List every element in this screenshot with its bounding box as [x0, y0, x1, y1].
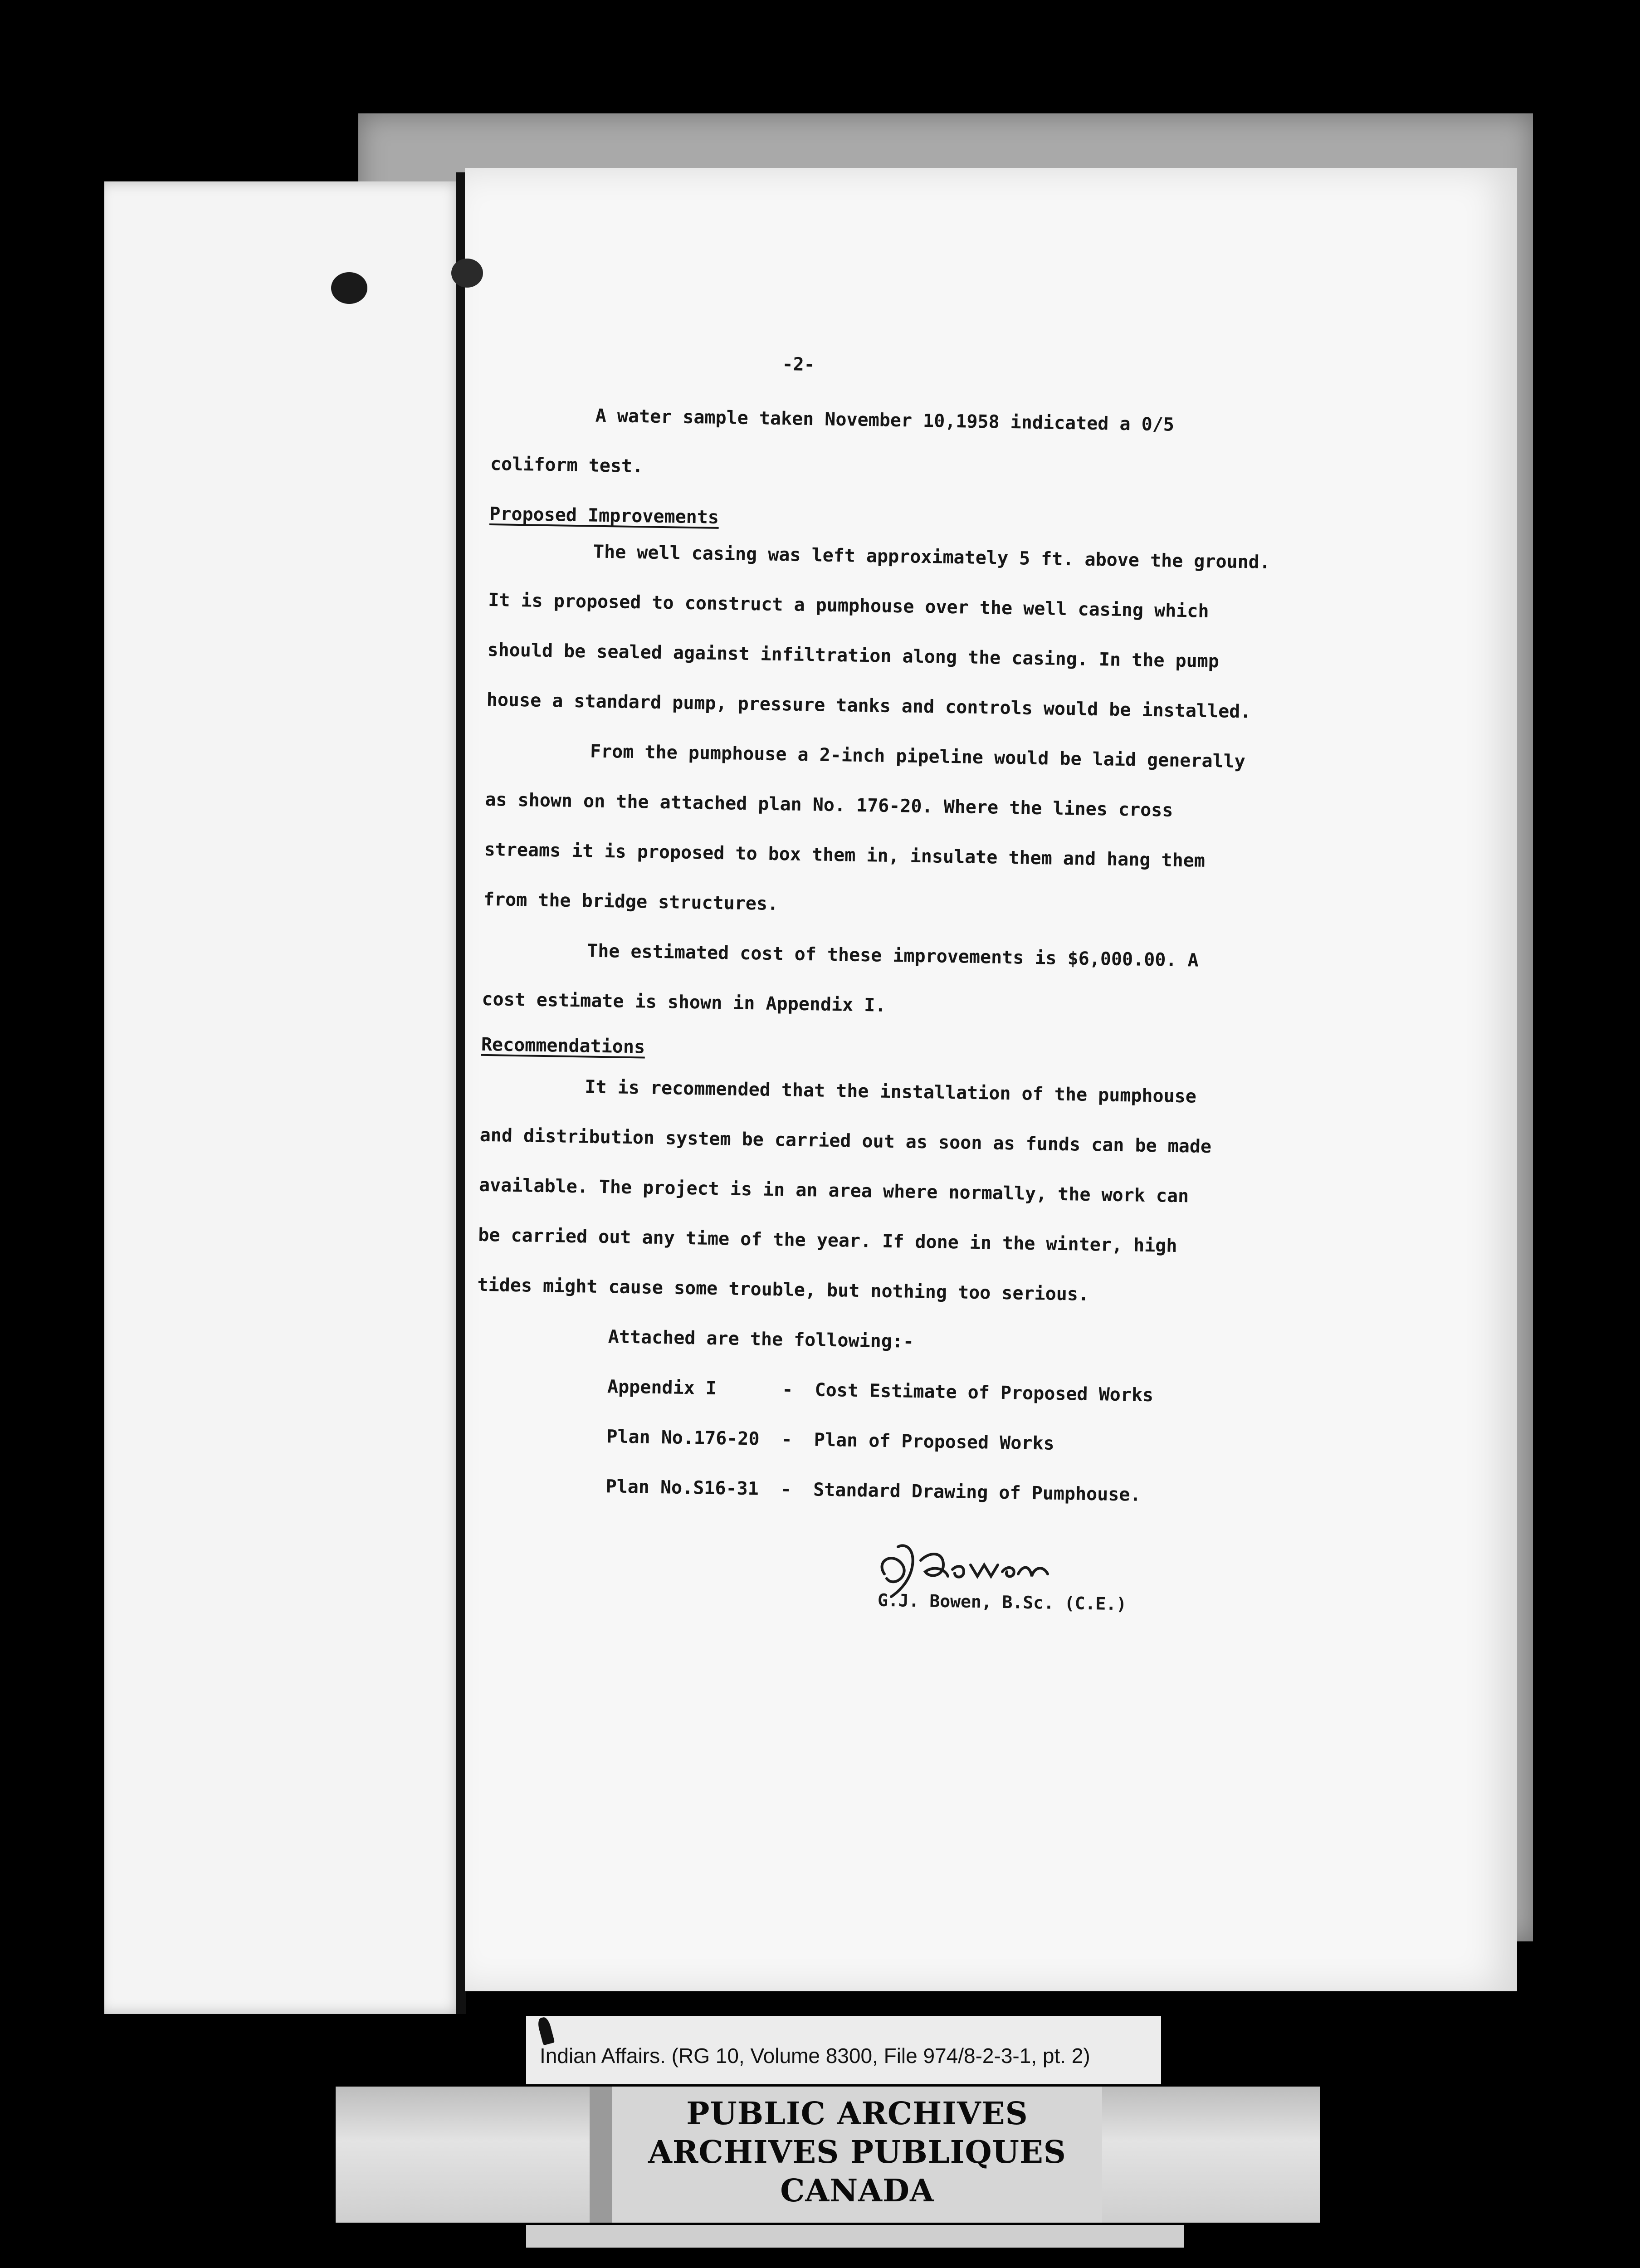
body-line: house a standard pump, pressure tanks and controls would be installed. — [486, 689, 1251, 723]
document-body — [477, 349, 1472, 1505]
bottom-label-strip — [526, 2225, 1184, 2248]
section-heading-recommendations: Recommendations — [481, 1034, 645, 1058]
archive-line-public: PUBLIC ARCHIVES — [686, 2096, 1028, 2132]
page-spine-divider — [456, 172, 466, 2014]
body-line: should be sealed against infiltration along the casing. In the pump — [487, 639, 1220, 672]
attachment-item: Plan No.176-20 - Plan of Proposed Works — [606, 1426, 1054, 1454]
archive-line-canada: CANADA — [780, 2173, 934, 2209]
body-line: and distribution system be carried out as soon as funds can be made — [479, 1124, 1212, 1158]
body-line: tides might cause some trouble, but nothing too serious. — [477, 1274, 1089, 1305]
left-folded-page — [104, 181, 463, 2014]
archive-line-publiques: ARCHIVES PUBLIQUES — [648, 2134, 1066, 2170]
body-line: streams it is proposed to box them in, insulate them and hang them — [484, 839, 1206, 871]
page-number: -2- — [782, 354, 815, 376]
typed-document-page — [465, 168, 1517, 1991]
archive-stamp-strip — [336, 2087, 1320, 2223]
ink-mark-icon — [537, 2016, 555, 2046]
body-line: from the bridge structures. — [483, 889, 779, 915]
body-line: The well casing was left approximately 5 ft. above the ground. — [593, 541, 1271, 573]
attachment-item: Plan No.S16-31 - Standard Drawing of Pumphouse. — [605, 1476, 1141, 1505]
reference-label-strip — [526, 2016, 1161, 2084]
body-line: be carried out any time of the year. If done in the winter, high — [478, 1224, 1177, 1256]
punch-hole — [331, 272, 367, 304]
attachment-item: Appendix I - Cost Estimate of Proposed Works — [607, 1376, 1154, 1406]
body-line: A water sample taken November 10,1958 indicated a 0/5 — [595, 405, 1175, 435]
body-line: It is recommended that the installation of the pumphouse — [585, 1076, 1197, 1107]
body-line: It is proposed to construct a pumphouse over the well casing which — [488, 589, 1209, 622]
body-line: cost estimate is shown in Appendix I. — [482, 988, 886, 1016]
body-line: available. The project is in an area where normally, the work can — [478, 1174, 1189, 1207]
section-heading-proposed-improvements: Proposed Improvements — [489, 503, 719, 528]
signer-name: G.J. Bowen, B.Sc. (C.E.) — [877, 1590, 1127, 1614]
body-line: as shown on the attached plan No. 176-20. Where the lines cross — [485, 789, 1173, 821]
strip-notch — [590, 2087, 612, 2223]
archive-stamp — [612, 2087, 1102, 2223]
body-line: The estimated cost of these improvements is $6,000.00. A — [586, 940, 1199, 971]
punch-hole — [451, 259, 483, 288]
attachments-intro: Attached are the following:- — [608, 1326, 914, 1352]
body-line: From the pumphouse a 2-inch pipeline would be laid generally — [590, 741, 1246, 772]
body-line: coliform test. — [490, 453, 644, 477]
reference-label: Indian Affairs. (RG 10, Volume 8300, File 974/8-2-3-1, pt. 2) — [540, 2044, 1090, 2068]
